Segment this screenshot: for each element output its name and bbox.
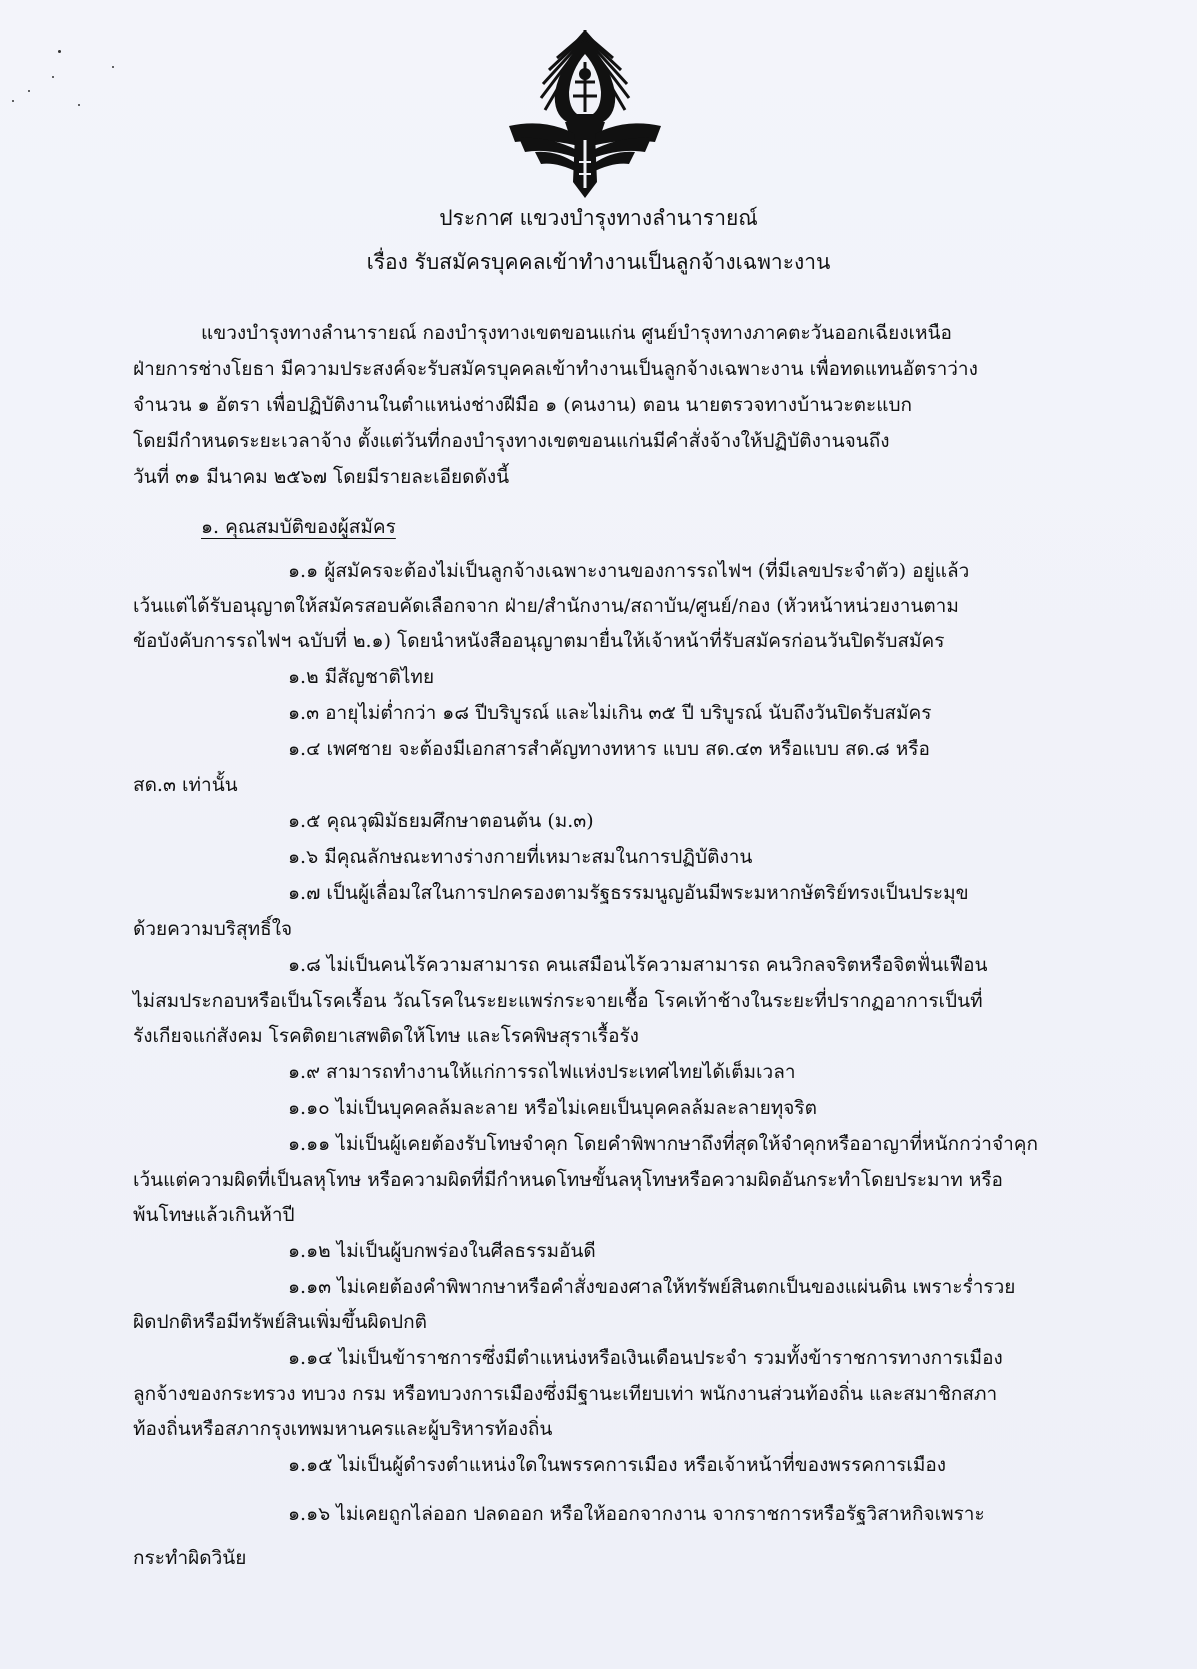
intro-line: โดยมีกำหนดระยะเวลาจ้าง ตั้งแต่วันที่กองบำรุงทางเขตขอนแก่นมีคำสั่งจ้างให้ปฏิบัติงานจนถึง — [133, 430, 890, 452]
qualification-item: ๑.๘ ไม่เป็นคนไร้ความสามารถ คนเสมือนไร้ความสามารถ คนวิกลจริตหรือจิตฟั่นเฟือน — [288, 954, 988, 976]
qualification-item: เว้นแต่ได้รับอนุญาตให้สมัครสอบคัดเลือกจาก ฝ่าย/สำนักงาน/สถาบัน/ศูนย์/กอง (หัวหน้าหน่วยงานตาม — [133, 595, 959, 617]
qualification-item: ๑.๒ มีสัญชาติไทย — [288, 666, 435, 688]
qualification-item: ๑.๙ สามารถทำงานให้แก่การรถไฟแห่งประเทศไทยได้เต็มเวลา — [288, 1061, 796, 1083]
qualification-item: ๑.๔ เพศชาย จะต้องมีเอกสารสำคัญทางทหาร แบบ สด.๔๓ หรือแบบ สด.๘ หรือ — [288, 738, 930, 760]
qualification-item: ๑.๕ คุณวุฒิมัธยมศึกษาตอนต้น (ม.๓) — [288, 810, 594, 832]
intro-line: ฝ่ายการช่างโยธา มีความประสงค์จะรับสมัครบุคคลเข้าทำงานเป็นลูกจ้างเฉพาะงาน เพื่อทดแทนอัตราว่าง — [133, 358, 978, 380]
qualification-item: ๑.๑๔ ไม่เป็นข้าราชการซึ่งมีตำแหน่งหรือเงินเดือนประจำ รวมทั้งข้าราชการทางการเมือง — [288, 1347, 1003, 1369]
qualification-item: ข้อบังคับการรถไฟฯ ฉบับที่ ๒.๑) โดยนำหนังสืออนุญาตมายื่นให้เจ้าหน้าที่รับสมัครก่อนวันปิดรับสมัคร — [133, 630, 945, 652]
qualification-item: ๑.๑ ผู้สมัครจะต้องไม่เป็นลูกจ้างเฉพาะงานของการรถไฟฯ (ที่มีเลขประจำตัว) อยู่แล้ว — [288, 560, 970, 582]
qualification-item: ๑.๑๑ ไม่เป็นผู้เคยต้องรับโทษจำคุก โดยคำพิพากษาถึงที่สุดให้จำคุกหรืออาญาที่หนักกว่าจำคุก — [288, 1133, 1038, 1155]
announcement-subject: เรื่อง รับสมัครบุคคลเข้าทำงานเป็นลูกจ้างเฉพาะงาน — [366, 250, 831, 274]
qualification-item: กระทำผิดวินัย — [133, 1547, 247, 1569]
qualification-item: ๑.๑๖ ไม่เคยถูกไล่ออก ปลดออก หรือให้ออกจากงาน จากราชการหรือรัฐวิสาหกิจเพราะ — [288, 1503, 985, 1525]
qualification-item: ไม่สมประกอบหรือเป็นโรคเรื้อน วัณโรคในระยะแพร่กระจายเชื้อ โรคเท้าช้างในระยะที่ปรากฏอาการเป็นที่ — [133, 990, 983, 1012]
qualification-item: ท้องถิ่นหรือสภากรุงเทพมหานครและผู้บริหารท้องถิ่น — [133, 1418, 553, 1440]
qualification-item: ด้วยความบริสุทธิ์ใจ — [133, 918, 293, 940]
intro-line: จำนวน ๑ อัตรา เพื่อปฏิบัติงานในตำแหน่งช่างฝีมือ ๑ (คนงาน) ตอน นายตรวจทางบ้านวะตะแบก — [133, 394, 913, 416]
qualification-item: เว้นแต่ความผิดที่เป็นลหุโทษ หรือความผิดที่มีกำหนดโทษขั้นลหุโทษหรือความผิดอันกระทำโดยประมาท หรือ — [133, 1169, 1003, 1191]
qualification-item: รังเกียจแก่สังคม โรคติดยาเสพติดให้โทษ และโรคพิษสุราเรื้อรัง — [133, 1025, 639, 1047]
section-heading-qualifications: ๑. คุณสมบัติของผู้สมัคร — [201, 516, 396, 538]
qualification-item: สด.๓ เท่านั้น — [133, 774, 238, 796]
announcement-title: ประกาศ แขวงบำรุงทางลำนารายณ์ — [439, 206, 758, 230]
qualification-item: ๑.๓ อายุไม่ต่ำกว่า ๑๘ ปีบริบูรณ์ และไม่เกิน ๓๕ ปี บริบูรณ์ นับถึงวันปิดรับสมัคร — [288, 702, 932, 724]
intro-line: วันที่ ๓๑ มีนาคม ๒๕๖๗ โดยมีรายละเอียดดังนี้ — [133, 466, 510, 488]
qualification-item: ๑.๑๕ ไม่เป็นผู้ดำรงตำแหน่งใดในพรรคการเมือง หรือเจ้าหน้าที่ของพรรคการเมือง — [288, 1454, 947, 1476]
state-railway-emblem-icon — [505, 22, 665, 200]
qualification-item: ลูกจ้างของกระทรวง ทบวง กรม หรือทบวงการเมืองซึ่งมีฐานะเทียบเท่า พนักงานส่วนท้องถิ่น และสมาชิกสภา — [133, 1383, 998, 1405]
qualification-item: ๑.๑๓ ไม่เคยต้องคำพิพากษาหรือคำสั่งของศาลให้ทรัพย์สินตกเป็นของแผ่นดิน เพราะร่ำรวย — [288, 1276, 1016, 1298]
qualification-item: พ้นโทษแล้วเกินห้าปี — [133, 1204, 295, 1226]
qualification-item: ๑.๖ มีคุณลักษณะทางร่างกายที่เหมาะสมในการปฏิบัติงาน — [288, 846, 753, 868]
qualification-item: ๑.๑๒ ไม่เป็นผู้บกพร่องในศีลธรรมอันดี — [288, 1240, 596, 1262]
qualification-item: ๑.๑๐ ไม่เป็นบุคคลล้มละลาย หรือไม่เคยเป็นบุคคลล้มละลายทุจริต — [288, 1097, 817, 1119]
qualification-item: ผิดปกติหรือมีทรัพย์สินเพิ่มขึ้นผิดปกติ — [133, 1311, 427, 1333]
intro-line: แขวงบำรุงทางลำนารายณ์ กองบำรุงทางเขตขอนแก่น ศูนย์บำรุงทางภาคตะวันออกเฉียงเหนือ — [201, 322, 952, 344]
qualification-item: ๑.๗ เป็นผู้เลื่อมใสในการปกครองตามรัฐธรรมนูญอันมีพระมหากษัตริย์ทรงเป็นประมุข — [288, 882, 969, 904]
